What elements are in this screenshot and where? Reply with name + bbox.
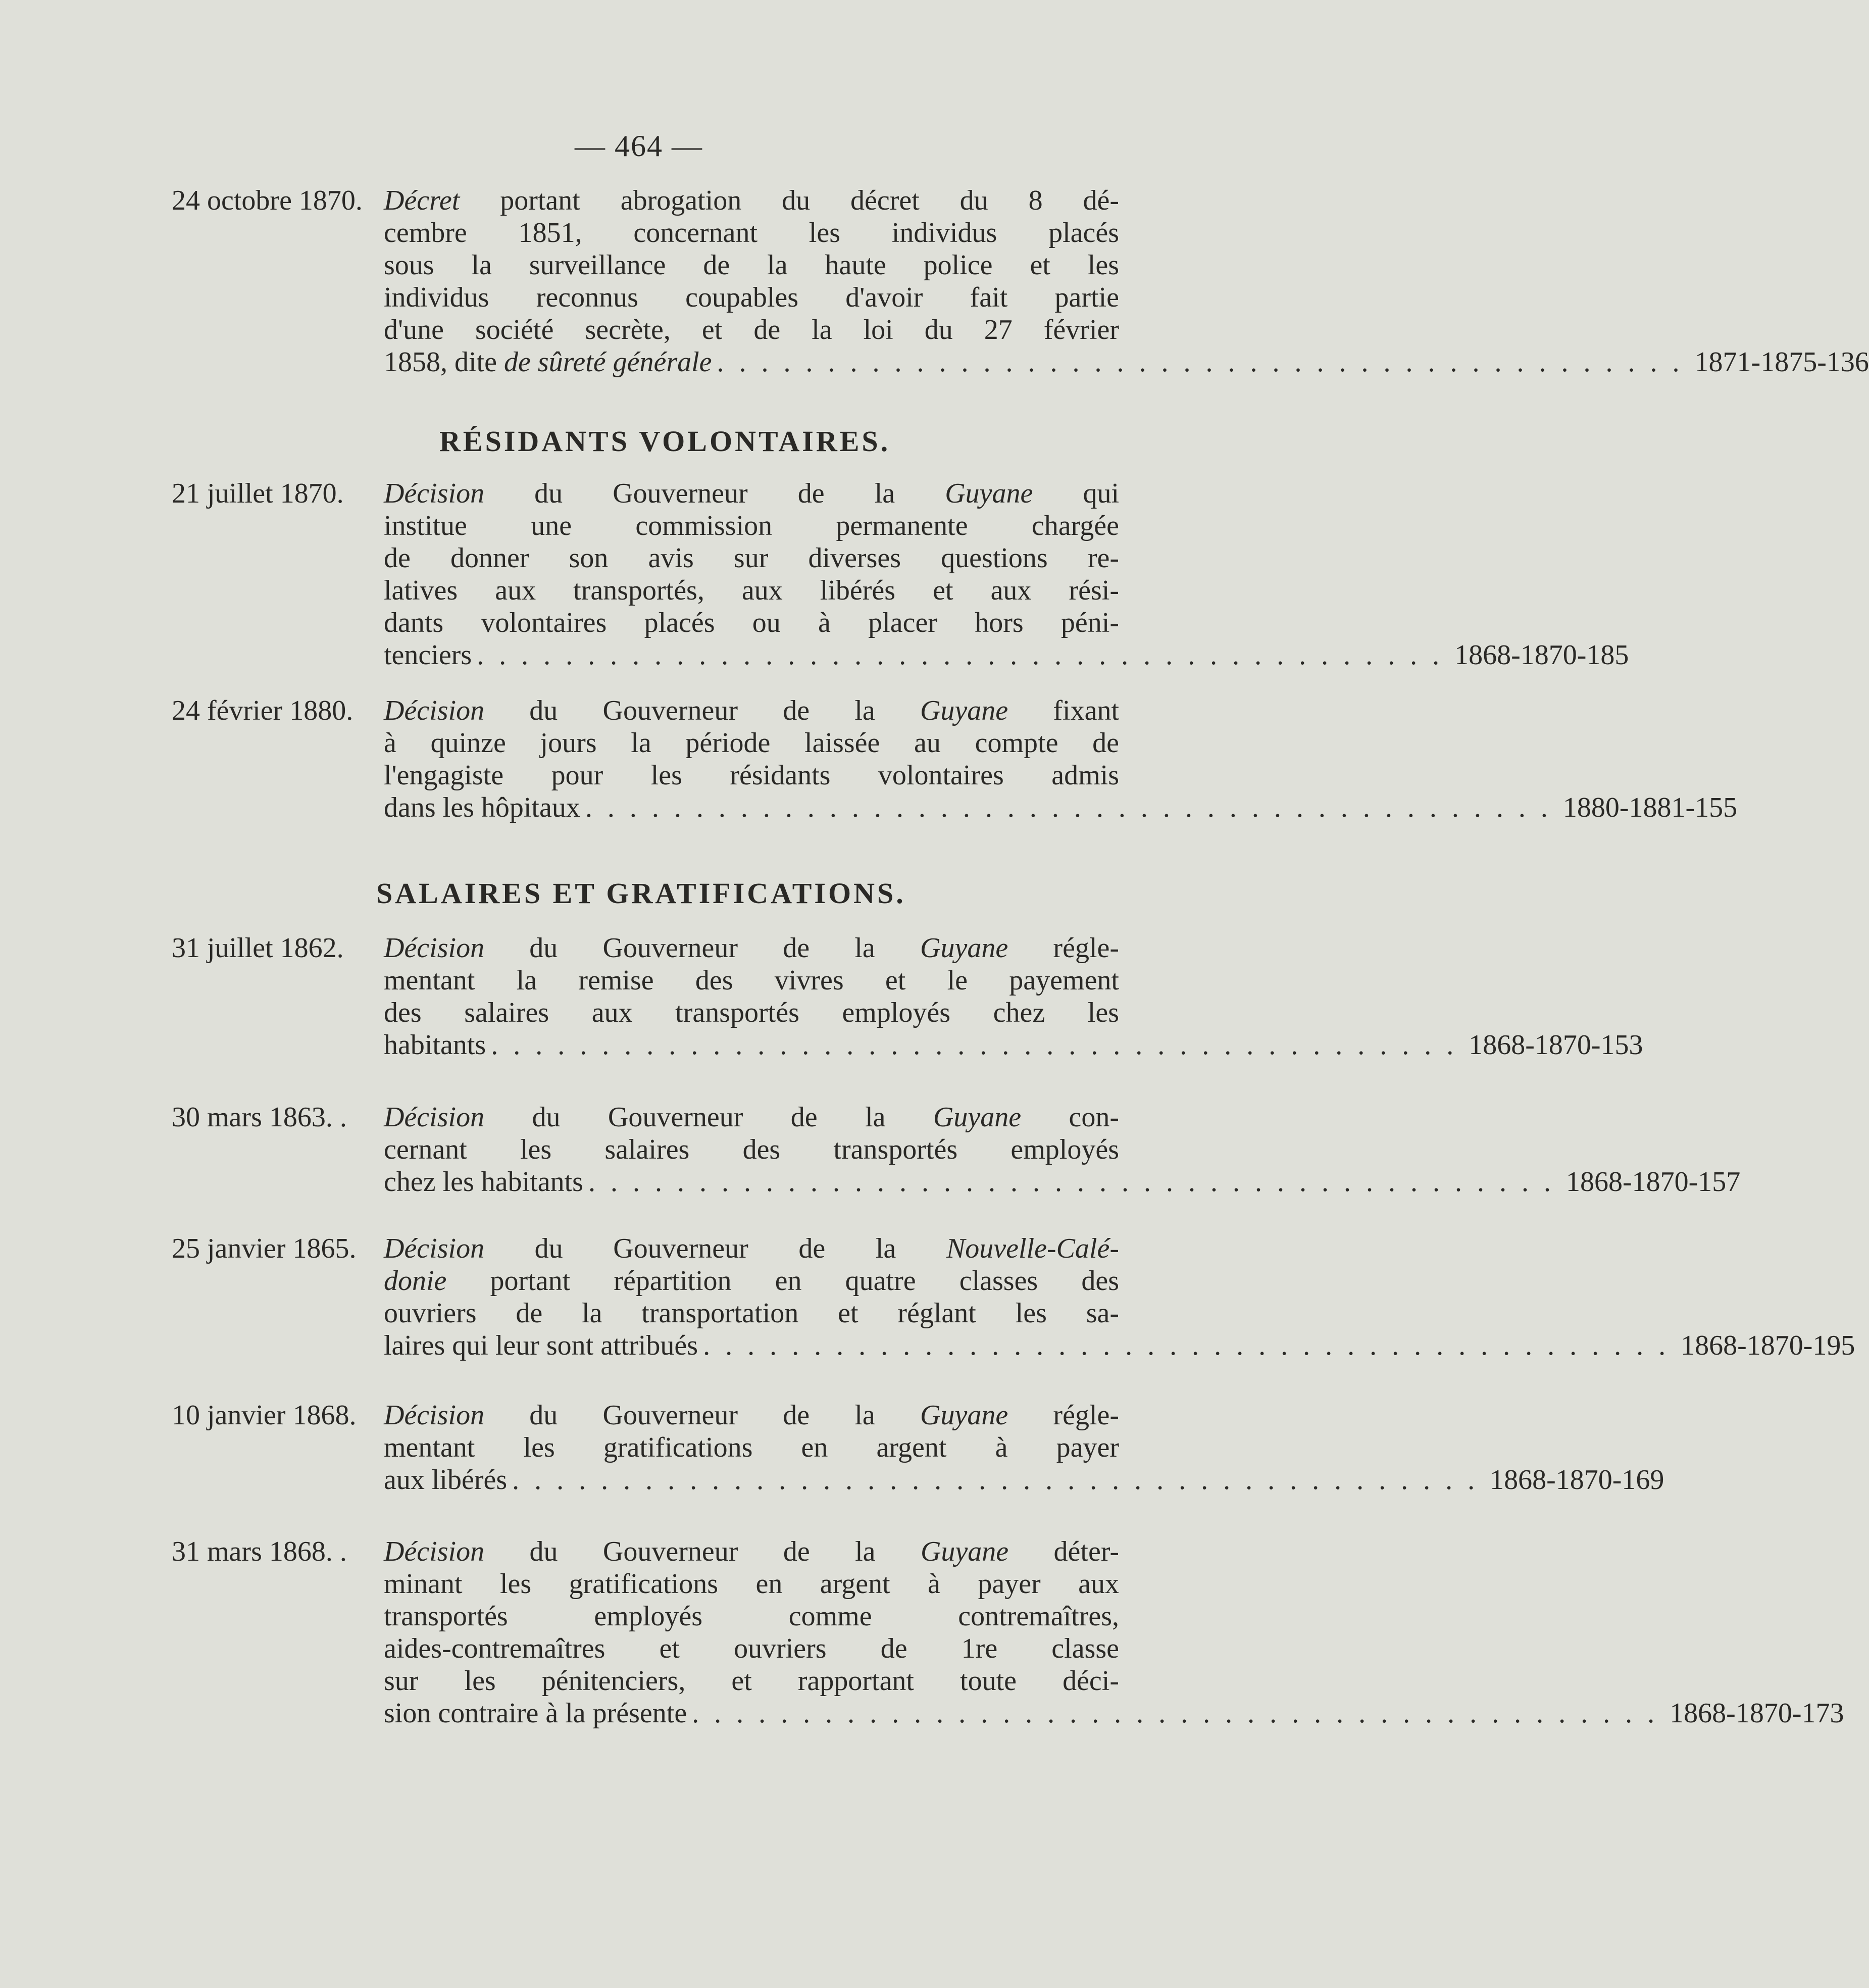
text-line: cernant les salaires des transportés employés xyxy=(384,1134,1119,1165)
text-line: déter- xyxy=(1008,1536,1120,1567)
last-line xyxy=(384,346,1869,378)
place-name: Guyane xyxy=(920,1536,1009,1567)
text-line: 1858, dite xyxy=(384,346,504,378)
page-number: — 464 — xyxy=(575,129,703,163)
text-line: du Gouverneur de la xyxy=(484,1536,921,1567)
entry-date: 24 octobre 1870. xyxy=(172,185,363,216)
text-line: du Gouverneur de la xyxy=(484,1233,946,1264)
act-type: Décret xyxy=(384,185,460,216)
entry-text xyxy=(384,184,1869,378)
text-line: qui xyxy=(1033,478,1120,509)
text-line: régle- xyxy=(1008,1400,1120,1431)
reference: 1868-1870-185 xyxy=(1454,639,1629,671)
act-type: Décision xyxy=(384,1400,485,1431)
text-line: aides-contremaîtres et ouvriers de 1re classe xyxy=(384,1633,1119,1664)
text-line: sur les pénitenciers, et rapportant toute déci- xyxy=(384,1665,1119,1697)
reference: 1868-1870-169 xyxy=(1490,1464,1664,1496)
text-line: du Gouverneur de la xyxy=(484,695,920,726)
last-line xyxy=(384,1166,1741,1198)
text-line: des salaires aux transportés employés chez les xyxy=(384,997,1119,1028)
entry-text xyxy=(384,1535,1844,1729)
entry-date: 24 février 1880. xyxy=(172,695,353,726)
text-line: dans les hôpitaux xyxy=(384,792,580,823)
place-name: donie xyxy=(384,1265,447,1297)
place-name: Guyane xyxy=(933,1102,1022,1133)
last-line xyxy=(384,1029,1643,1061)
entry-date: 31 mars 1868. . xyxy=(172,1536,347,1567)
act-type: Décision xyxy=(384,1536,485,1567)
leader-dots: . . . . . . . . . . . . . . . . . . . . . . . . . . . . . . . . . . . . . . . . . . . . xyxy=(588,1166,1555,1198)
text-line: d'une société secrète, et de la loi du 27 février xyxy=(384,314,1119,345)
text-line: du Gouverneur de la xyxy=(484,1102,933,1133)
text-line: transportés employés comme contremaîtres, xyxy=(384,1601,1119,1632)
act-type: Décision xyxy=(384,478,485,509)
place-name: Guyane xyxy=(920,932,1008,964)
text-line: de donner son avis sur diverses questions re- xyxy=(384,542,1119,574)
text-line: du Gouverneur de la xyxy=(484,478,945,509)
entry-date: 31 juillet 1862. xyxy=(172,932,344,964)
italic-term: de sûreté générale xyxy=(503,346,712,378)
entry-date: 30 mars 1863. . xyxy=(172,1102,347,1133)
text-line: l'engagiste pour les résidants volontaires admis xyxy=(384,760,1119,791)
text-line: du Gouverneur de la xyxy=(484,932,921,964)
text-line: chez les habitants xyxy=(384,1166,583,1198)
entry-text xyxy=(384,932,1643,1061)
act-type: Décision xyxy=(384,932,485,964)
text-line: latives aux transportés, aux libérés et aux rési- xyxy=(384,575,1119,606)
reference: 1880-1881-155 xyxy=(1562,792,1738,823)
text-line: cembre 1851, concernant les individus placés xyxy=(384,217,1119,249)
last-line xyxy=(384,1329,1855,1362)
last-line xyxy=(384,1464,1664,1496)
text-line: aux libérés xyxy=(384,1464,508,1496)
entry-date: 21 juillet 1870. xyxy=(172,478,344,509)
place-name: Guyane xyxy=(920,1400,1008,1431)
leader-dots: . . . . . . . . . . . . . . . . . . . . . . . . . . . . . . . . . . . . . . . . . . . . xyxy=(692,1698,1659,1729)
leader-dots: . . . . . . . . . . . . . . . . . . . . . . . . . . . . . . . . . . . . . . . . . . . . xyxy=(717,346,1684,378)
text-line: sous la surveillance de la haute police et les xyxy=(384,250,1119,281)
act-type: Décision xyxy=(384,695,485,726)
leader-dots: . . . . . . . . . . . . . . . . . . . . . . . . . . . . . . . . . . . . . . . . . . . . xyxy=(477,639,1444,671)
entry-text xyxy=(384,694,1738,824)
act-type: Décision xyxy=(384,1102,485,1133)
leader-dots: . . . . . . . . . . . . . . . . . . . . . . . . . . . . . . . . . . . . . . . . . . . . xyxy=(491,1029,1458,1061)
text-line: portant abrogation du décret du 8 dé- xyxy=(460,185,1119,216)
entry-text xyxy=(384,1101,1741,1198)
reference: 1868-1870-195 xyxy=(1681,1330,1855,1361)
place-name: Guyane xyxy=(945,478,1033,509)
text-line: habitants xyxy=(384,1029,486,1061)
leader-dots: . . . . . . . . . . . . . . . . . . . . . . . . . . . . . . . . . . . . . . . . . . . . xyxy=(512,1464,1479,1496)
text-line: tenciers xyxy=(384,639,472,671)
text-line: minant les gratifications en argent à payer aux xyxy=(384,1568,1119,1600)
text-line: du Gouverneur de la xyxy=(484,1400,921,1431)
text-line: sion contraire à la présente xyxy=(384,1698,687,1729)
text-line: laires qui leur sont attribués xyxy=(384,1330,698,1361)
text-line: institue une commission permanente chargée xyxy=(384,510,1119,541)
reference: 1868-1870-157 xyxy=(1565,1166,1741,1198)
last-line xyxy=(384,791,1738,824)
place-name: Nouvelle-Calé- xyxy=(946,1233,1119,1264)
text-line: ouvriers de la transportation et réglant les sa- xyxy=(384,1298,1119,1329)
section-heading-salaires: SALAIRES ET GRATIFICATIONS. xyxy=(376,877,906,910)
place-name: Guyane xyxy=(920,695,1008,726)
entry-date: 25 janvier 1865. xyxy=(172,1233,357,1264)
entry-text xyxy=(384,1399,1664,1496)
last-line xyxy=(384,639,1629,671)
text-line: mentant la remise des vivres et le payement xyxy=(384,965,1119,996)
last-line xyxy=(384,1697,1844,1729)
text-line: con- xyxy=(1021,1102,1119,1133)
leader-dots: . . . . . . . . . . . . . . . . . . . . . . . . . . . . . . . . . . . . . . . . . . . . xyxy=(703,1330,1670,1361)
reference: 1871-1875-136 xyxy=(1694,346,1869,378)
text-line: régle- xyxy=(1008,932,1120,964)
text-line: dants volontaires placés ou à placer hors péni- xyxy=(384,607,1119,638)
section-heading-residants: RÉSIDANTS VOLONTAIRES. xyxy=(439,425,891,458)
reference: 1868-1870-173 xyxy=(1670,1698,1844,1729)
entry-text xyxy=(384,477,1629,671)
act-type: Décision xyxy=(384,1233,485,1264)
entry-text xyxy=(384,1232,1855,1362)
text-line: mentant les gratifications en argent à payer xyxy=(384,1432,1119,1463)
text-line: individus reconnus coupables d'avoir fait partie xyxy=(384,282,1119,313)
leader-dots: . . . . . . . . . . . . . . . . . . . . . . . . . . . . . . . . . . . . . . . . . . . . xyxy=(585,792,1552,823)
text-line: à quinze jours la période laissée au compte de xyxy=(384,727,1119,759)
entry-date: 10 janvier 1868. xyxy=(172,1400,357,1431)
reference: 1868-1870-153 xyxy=(1469,1029,1643,1061)
text-line: portant répartition en quatre classes des xyxy=(446,1265,1119,1297)
text-line: fixant xyxy=(1008,695,1120,726)
